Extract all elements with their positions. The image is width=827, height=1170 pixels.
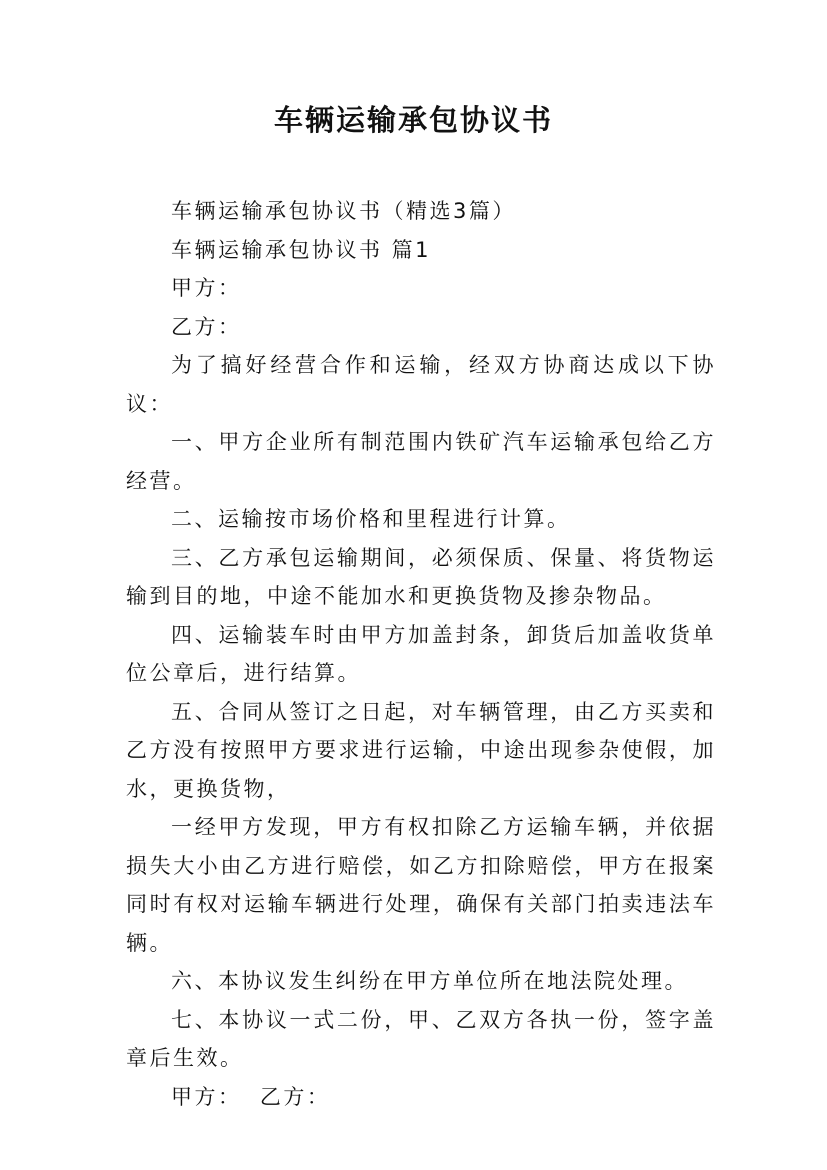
document-body [126, 192, 716, 1116]
clause-7: 七、本协议一式二份，甲、乙双方各执一份，签字盖章后生效。 [126, 1007, 716, 1070]
section-heading: 车辆运输承包协议书 篇1 [171, 237, 432, 262]
document-title: 车辆运输承包协议书 [273, 103, 553, 137]
clause-4: 四、运输装车时由甲方加盖封条，卸货后加盖收货单位公章后，进行结算。 [126, 622, 716, 685]
party-b-label: 乙方： [171, 314, 242, 339]
clause-5: 五、合同从签订之日起，对车辆管理，由乙方买卖和乙方没有按照甲方要求进行运输，中途出现参杂使假，加水，更换货物， [126, 699, 716, 801]
clause-3: 三、乙方承包运输期间，必须保质、保量、将货物运输到目的地，中途不能加水和更换货物及掺杂物品。 [126, 545, 716, 608]
clause-5-continued: 一经甲方发现，甲方有权扣除乙方运输车辆，并依据损失大小由乙方进行赔偿，如乙方扣除赔偿，甲方在报案同时有权对运输车辆进行处理，确保有关部门拍卖违法车辆。 [126, 815, 716, 955]
clause-2: 二、运输按市场价格和里程进行计算。 [171, 507, 571, 531]
preamble-paragraph: 为了搞好经营合作和运输，经双方协商达成以下协议： [126, 353, 716, 416]
clause-6: 六、本协议发生纠纷在甲方单位所在地法院处理。 [171, 969, 688, 993]
signature-line: 甲方： 乙方： [171, 1084, 331, 1109]
subtitle-selection-note: 车辆运输承包协议书（精选3篇） [171, 199, 516, 223]
party-a-label: 甲方： [171, 276, 242, 300]
clause-1: 一、甲方企业所有制范围内铁矿汽车运输承包给乙方经营。 [126, 430, 716, 493]
